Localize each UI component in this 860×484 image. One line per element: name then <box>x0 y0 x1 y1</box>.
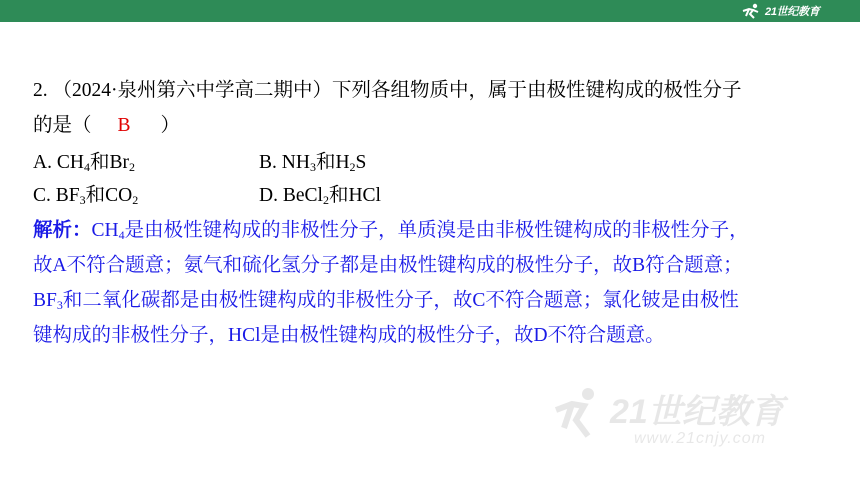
option-d-label: D. <box>259 185 278 206</box>
analysis-formula-bf: BF <box>33 290 57 311</box>
option-a-text: CH <box>56 152 84 173</box>
stem-prefix: 的是（ <box>33 115 92 136</box>
option-a-label: A. <box>33 152 52 173</box>
brand-logo <box>740 1 819 20</box>
option-d <box>259 179 381 207</box>
option-c-text: BF <box>55 185 80 206</box>
analysis-line-3 <box>33 284 739 312</box>
option-a-sub: 4 <box>83 160 90 174</box>
answer-choice: B <box>117 115 131 136</box>
analysis-line-1 <box>33 214 749 242</box>
question-stem-line-2 <box>33 109 180 137</box>
option-b <box>259 146 366 174</box>
option-c-sub-2: 2 <box>132 193 139 207</box>
option-b-label: B. <box>259 152 277 173</box>
top-bar <box>0 0 860 22</box>
option-c-text-2: 和CO <box>85 185 133 206</box>
option-b-text: NH <box>281 152 310 173</box>
analysis-line-4 <box>33 319 665 347</box>
option-b-sub: 3 <box>309 160 316 174</box>
analysis-line-2 <box>33 249 743 277</box>
analysis-label: 解析： <box>33 220 92 241</box>
option-d-text: BeCl <box>282 185 323 206</box>
runner-logo-icon <box>740 3 762 19</box>
watermark-url: www.21cnjy.com <box>634 430 766 447</box>
option-a-text-2: 和Br <box>89 152 129 173</box>
question-number: 2. <box>33 80 48 101</box>
question-stem: 下列各组物质中，属于由极性键构成的极性分子 <box>332 80 742 101</box>
option-c <box>33 179 138 207</box>
logo-text: 21世纪教育 <box>765 5 820 18</box>
option-b-sub-2: 2 <box>349 160 356 174</box>
option-d-sub: 2 <box>322 193 329 207</box>
analysis-sub-4: 4 <box>118 228 125 242</box>
watermark <box>548 380 848 460</box>
option-c-label: C. <box>33 185 51 206</box>
question-source: （2024·泉州第六中学高二期中） <box>52 80 332 101</box>
question-stem-line-1 <box>33 74 742 102</box>
option-b-text-3: S <box>355 152 367 173</box>
option-a-sub-2: 2 <box>128 160 135 174</box>
stem-suffix: ） <box>160 115 181 136</box>
analysis-text-4: 键构成的非极性分子，HCl是由极性键构成的极性分子，故D不符合题意。 <box>33 325 665 346</box>
analysis-text-3: 和二氧化碳都是由极性键构成的非极性分子，故C不符合题意；氯化铍是由极性 <box>62 290 739 311</box>
analysis-formula-ch: CH <box>91 220 119 241</box>
analysis-sub-3: 3 <box>56 298 63 312</box>
watermark-text: 21世纪教育 <box>610 393 784 431</box>
option-a <box>33 146 135 174</box>
option-c-sub: 3 <box>79 193 86 207</box>
watermark-runner-icon <box>548 384 608 444</box>
analysis-text-1: 是由极性键构成的非极性分子，单质溴是由非极性键构成的非极性分子， <box>124 220 749 241</box>
analysis-text-2: 故A不符合题意；氨气和硫化氢分子都是由极性键构成的极性分子，故B符合题意； <box>33 255 743 276</box>
option-b-text-2: 和H <box>315 152 350 173</box>
option-d-text-2: 和HCl <box>328 185 381 206</box>
